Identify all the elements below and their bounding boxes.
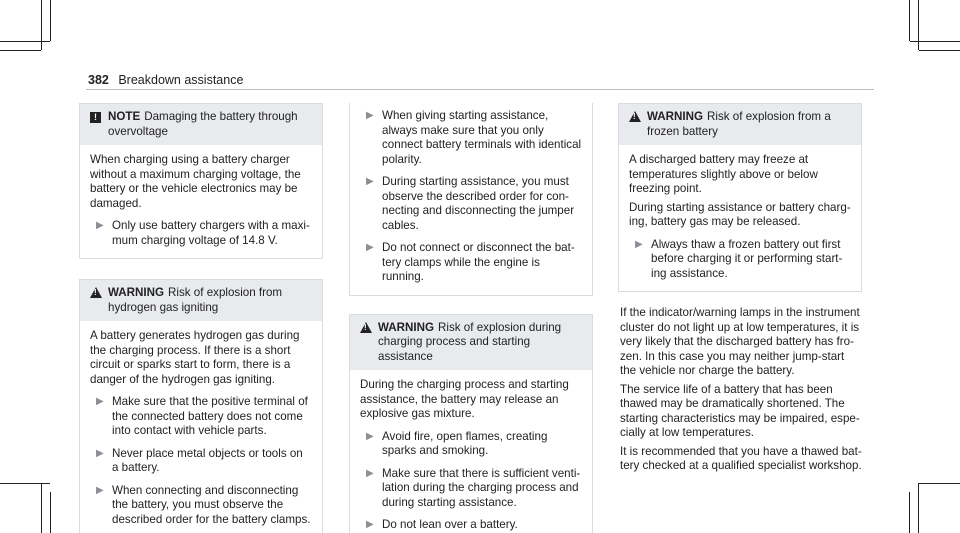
warning-body: A battery generates hydrogen gas during the charging process. If there is a short circuit or sparks start to form, there is a danger of the hydrogen gas igniting. — [90, 329, 300, 386]
paragraph: It is recommended that you have a thawed battery checked at a qualified specialist workshop. — [620, 444, 862, 472]
warning-header — [619, 104, 861, 145]
arrow-right-icon: ▶ — [96, 447, 104, 459]
paragraph: The service life of a battery that has been thawed may be dramatically shortened. The starting characteristics may be impaired, especially at low temperatures. — [620, 382, 860, 439]
crop-mark — [919, 50, 960, 51]
list-item: ▶ Make sure that the positive terminal of the connected battery does not come into contact with vehicle parts. — [90, 395, 312, 439]
warning-triangle-icon — [90, 287, 102, 298]
warning-box — [349, 314, 593, 533]
crop-mark — [910, 41, 960, 42]
arrow-right-icon: ▶ — [366, 176, 374, 187]
list-item: ▶ Make sure that there is sufficient ventilation during the charging process and during starting assistance. — [360, 467, 582, 511]
warning-box — [79, 279, 323, 533]
section-title: Breakdown assistance — [118, 73, 244, 87]
arrow-right-icon: ▶ — [96, 396, 104, 407]
arrow-right-icon: ▶ — [635, 238, 643, 250]
crop-mark — [0, 483, 50, 484]
column-3 — [618, 103, 862, 478]
note-label: NOTE — [108, 110, 141, 123]
note-box — [79, 103, 323, 259]
note-square-icon: ! — [90, 112, 101, 123]
arrow-right-icon: ▶ — [366, 110, 374, 121]
warning-title: Risk of explosion during charging process and starting assistance — [378, 320, 562, 363]
crop-mark — [909, 0, 910, 41]
column-1 — [79, 103, 323, 533]
list-item: ▶ Only use battery chargers with a maximum charging voltage of 14.8 V. — [90, 219, 312, 248]
page-number: 382 — [88, 73, 109, 87]
warning-title: Risk of explosion from a frozen battery — [647, 110, 831, 138]
warning-header — [350, 315, 592, 371]
list-item: ▶ When giving starting assistance, always make sure that you only connect battery terminals with identical polarity. — [360, 109, 582, 167]
warning-title: Risk of explosion from hydrogen gas igniting — [108, 286, 283, 314]
list-item: ▶ During starting assistance, you must observe the described order for connecting and disconnecting the jumper cables. — [360, 175, 582, 233]
warning-label: WARNING — [647, 110, 704, 123]
warning-triangle-icon — [629, 111, 641, 122]
list-item: ▶ Always thaw a frozen battery out first before charging it or performing starting assistance. — [629, 238, 851, 282]
list-item: ▶ Avoid fire, open flames, creating sparks and smoking. — [360, 430, 582, 459]
arrow-right-icon: ▶ — [366, 430, 374, 442]
note-header — [80, 104, 322, 145]
arrow-right-icon: ▶ — [366, 242, 374, 253]
page-header — [88, 73, 243, 88]
list-item: ▶ Do not lean over a battery. — [360, 518, 582, 533]
crop-mark — [41, 483, 42, 533]
list-item: ▶ Never place metal objects or tools on a battery. — [90, 447, 312, 476]
warning-continued-box — [349, 103, 593, 296]
crop-mark — [50, 492, 51, 533]
warning-box — [618, 103, 862, 292]
crop-mark — [41, 0, 42, 50]
arrow-right-icon: ▶ — [96, 484, 104, 496]
header-divider — [86, 89, 874, 90]
crop-mark — [0, 50, 41, 51]
column-2 — [349, 103, 593, 533]
warning-body: A discharged battery may freeze at temperatures slightly above or below freezing point. — [629, 153, 818, 195]
warning-body: During starting assistance or battery charging, battery gas may be released. — [629, 200, 851, 228]
warning-header — [80, 280, 322, 321]
body-text — [618, 306, 862, 474]
arrow-right-icon: ▶ — [96, 220, 104, 231]
arrow-right-icon: ▶ — [366, 467, 374, 479]
crop-mark — [50, 0, 51, 41]
warning-label: WARNING — [108, 286, 165, 299]
note-title: Damaging the battery through overvoltage — [108, 110, 298, 138]
warning-label: WARNING — [378, 320, 435, 334]
crop-mark — [909, 492, 910, 533]
crop-mark — [918, 483, 919, 533]
paragraph: If the indicator/warning lamps in the instrument cluster do not light up at low temperatures, it is very likely that the discharged battery has frozen. In this case you may neither jump-start the vehicle nor charge the battery. — [620, 306, 860, 377]
list-item: ▶ Do not connect or disconnect the battery clamps while the engine is running. — [360, 241, 582, 285]
crop-mark — [0, 41, 50, 42]
arrow-right-icon: ▶ — [366, 519, 374, 530]
note-body: When charging using a battery charger without a maximum charging voltage, the battery or the vehicle electronics may be damaged. — [90, 153, 301, 210]
warning-triangle-icon — [360, 322, 372, 333]
crop-mark — [918, 0, 919, 50]
list-item: ▶ When connecting and disconnecting the battery, you must observe the described order for the battery clamps. — [90, 484, 312, 528]
crop-mark — [919, 483, 960, 484]
warning-body: During the charging process and starting assistance, the battery may release an explosive gas mixture. — [360, 378, 569, 420]
